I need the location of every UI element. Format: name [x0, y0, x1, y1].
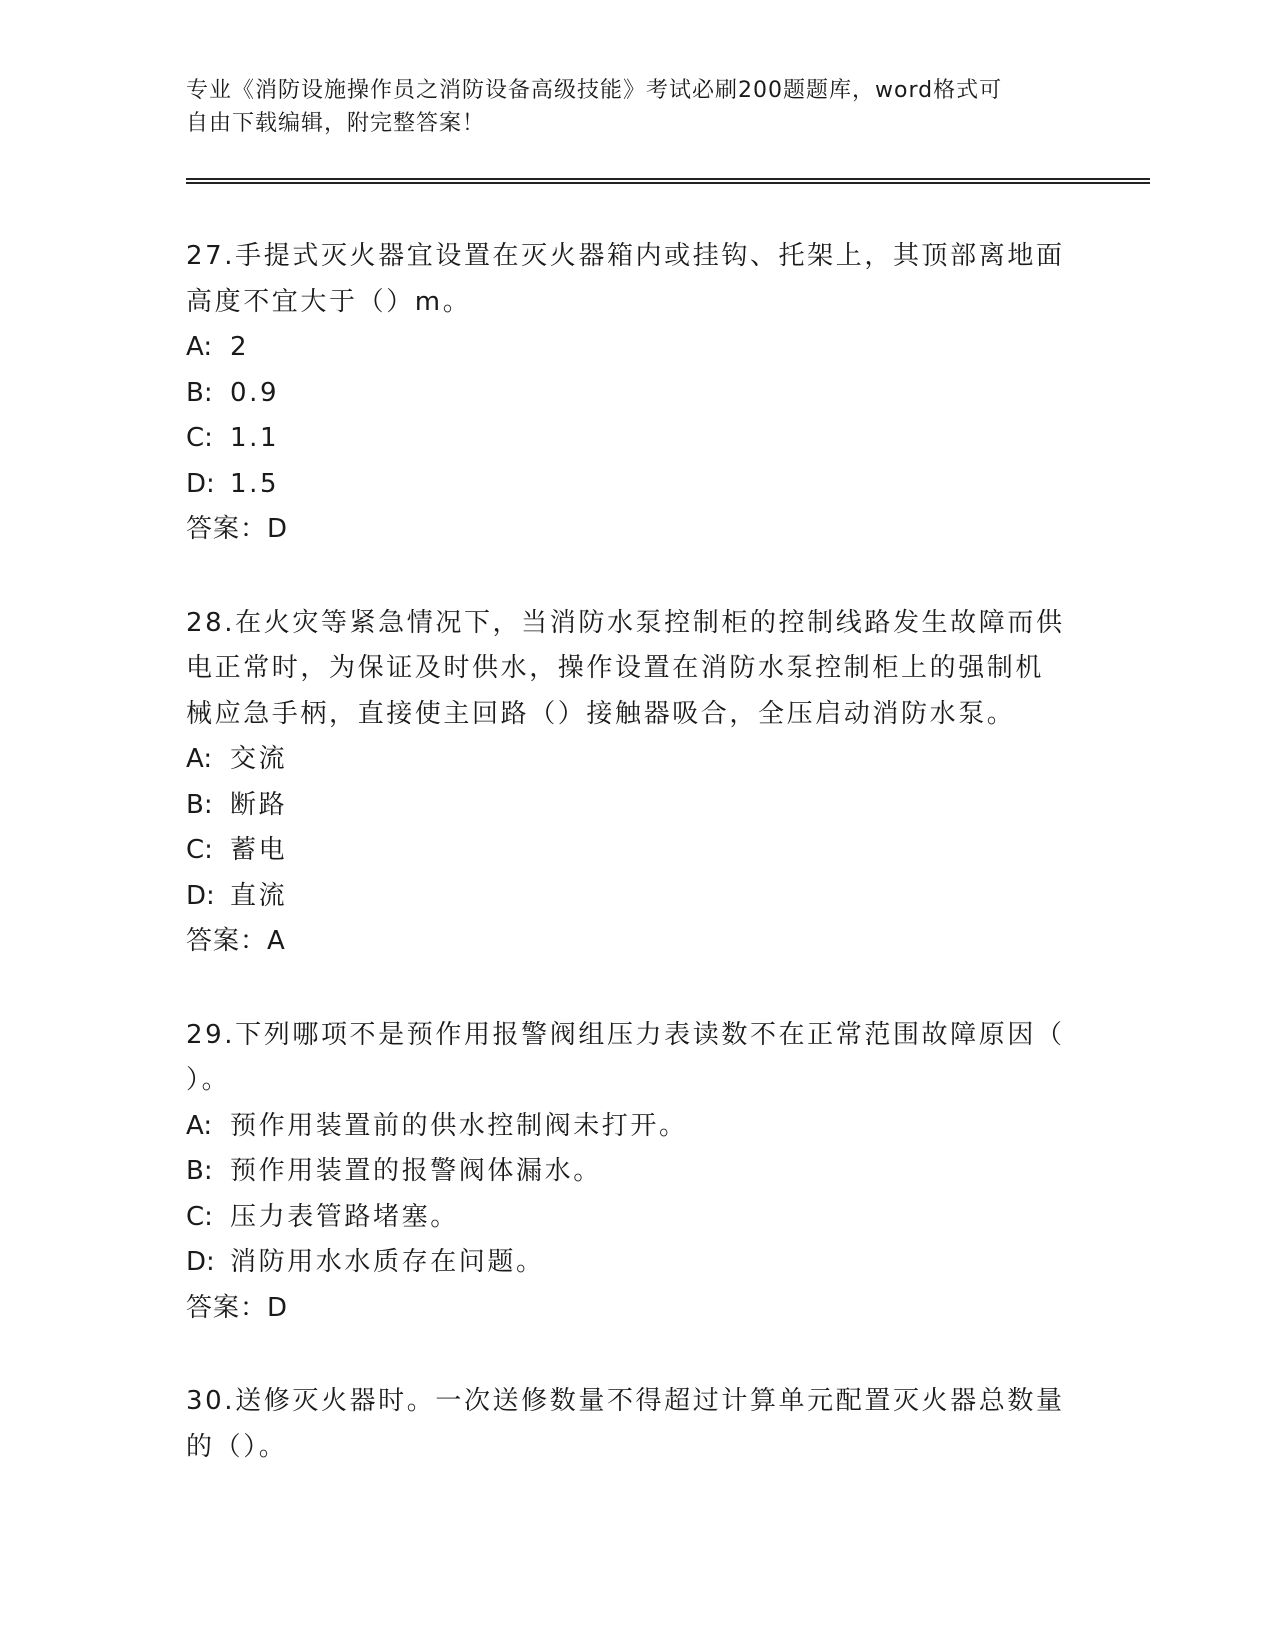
option-a: [186, 325, 1086, 371]
option-c: [186, 1195, 1086, 1241]
page-header: [186, 74, 1066, 140]
option-letter: B:: [186, 789, 213, 820]
option-d: [186, 1240, 1086, 1286]
option-text: 断路: [230, 789, 288, 820]
option-b: [186, 783, 1086, 829]
question-text-line: 27.手提式灭火器宜设置在灭火器箱内或挂钩、托架上，其顶部离地面: [186, 241, 1065, 271]
question-text-line: 28.在火灾等紧急情况下，当消防水泵控制柜的控制线路发生故障而供: [186, 607, 1065, 638]
question-text-line: 30.送修灭火器时。一次送修数量不得超过计算单元配置灭火器总数量: [186, 1386, 1065, 1416]
option-letter: D:: [186, 468, 215, 499]
option-a: [186, 1104, 1086, 1150]
option-list: [186, 325, 1086, 507]
option-text: 2: [230, 332, 250, 362]
answer-line: 答案：A: [186, 926, 286, 956]
option-letter: C:: [186, 423, 213, 453]
option-letter: B:: [186, 377, 213, 408]
option-text: 蓄电: [230, 835, 288, 865]
question-30: [186, 1379, 1086, 1470]
question-28: [186, 601, 1086, 965]
question-text-line: 29.下列哪项不是预作用报警阀组压力表读数不在正常范围故障原因（: [186, 1019, 1065, 1050]
question-text: [186, 601, 1086, 738]
option-text: 消防用水水质存在问题。: [230, 1247, 545, 1277]
option-letter: D:: [186, 880, 215, 911]
option-text: 0.9: [230, 377, 280, 408]
option-letter: B:: [186, 1156, 213, 1186]
option-text: 1.1: [230, 423, 280, 453]
option-c: [186, 828, 1086, 874]
header-line-2: 自由下载编辑，附完整答案！: [186, 111, 486, 136]
question-list: [186, 234, 1086, 1518]
header-line-1: 专业《消防设施操作员之消防设备高级技能》考试必刷200题题库，word格式可: [186, 78, 1003, 103]
option-letter: A:: [186, 332, 213, 362]
question-text-line: 高度不宜大于（）m。: [186, 286, 472, 317]
option-text: 预作用装置的报警阀体漏水。: [230, 1156, 602, 1186]
option-text: 压力表管路堵塞。: [230, 1201, 459, 1232]
answer-line: 答案：D: [186, 514, 289, 544]
question-29: [186, 1013, 1086, 1332]
question-text-line: 械应急手柄，直接使主回路（）接触器吸合，全压启动消防水泵。: [186, 698, 1016, 729]
option-b: [186, 371, 1086, 417]
header-divider: [186, 178, 1150, 184]
option-d: [186, 462, 1086, 508]
option-letter: C:: [186, 1201, 213, 1232]
option-letter: A:: [186, 1110, 213, 1141]
question-text: [186, 234, 1086, 325]
question-text-line: ）。: [186, 1065, 231, 1095]
option-text: 直流: [230, 880, 288, 911]
option-text: 交流: [230, 744, 288, 774]
option-letter: D:: [186, 1247, 215, 1277]
answer-line: 答案：D: [186, 1292, 289, 1323]
question-text-line: 电正常时，为保证及时供水，操作设置在消防水泵控制柜上的强制机: [186, 653, 1045, 683]
option-list: [186, 1104, 1086, 1286]
question-text-line: 的（）。: [186, 1431, 288, 1462]
option-c: [186, 416, 1086, 462]
option-a: [186, 737, 1086, 783]
option-text: 1.5: [230, 468, 280, 499]
question-text: [186, 1379, 1086, 1470]
option-b: [186, 1149, 1086, 1195]
question-text: [186, 1013, 1086, 1104]
option-d: [186, 874, 1086, 920]
option-letter: C:: [186, 835, 213, 865]
question-27: [186, 234, 1086, 553]
option-list: [186, 737, 1086, 919]
option-letter: A:: [186, 744, 213, 774]
option-text: 预作用装置前的供水控制阀未打开。: [230, 1110, 688, 1141]
